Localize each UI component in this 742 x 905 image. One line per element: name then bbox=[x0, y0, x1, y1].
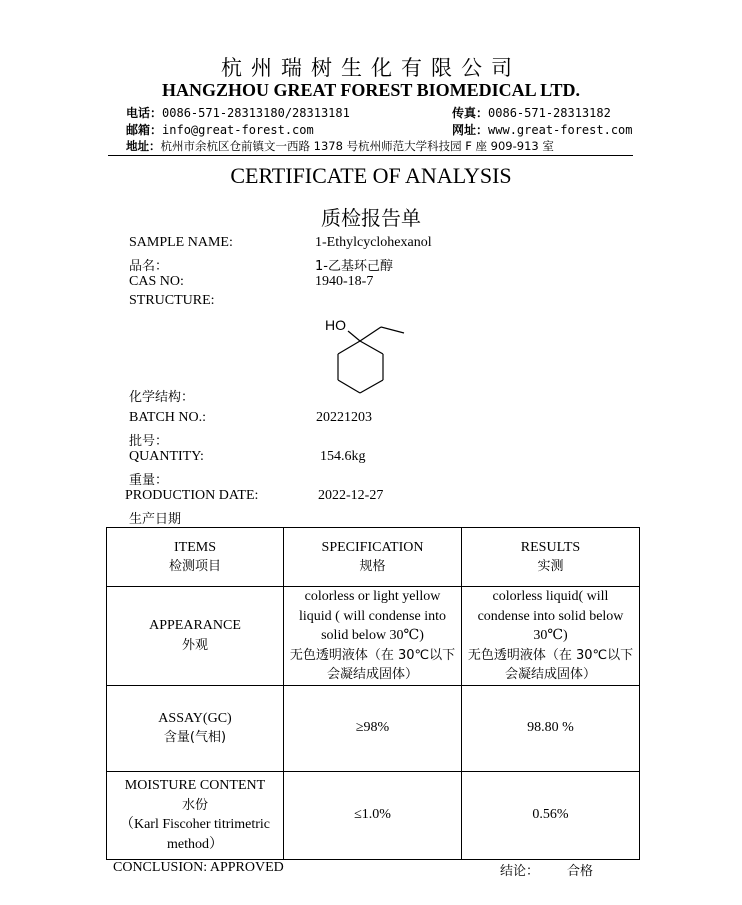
header-divider bbox=[108, 155, 633, 156]
batch-value: 20221203 bbox=[316, 410, 372, 425]
assay-spec-cell: ≥98% bbox=[284, 685, 462, 771]
header-items-en: ITEMS bbox=[174, 539, 216, 555]
product-name-cn-value: 1-乙基环己醇 bbox=[315, 259, 393, 274]
substituent-bonds bbox=[348, 327, 404, 341]
header-results-cn: 实测 bbox=[537, 559, 564, 574]
moisture-item-en: MOISTURE CONTENT bbox=[124, 778, 266, 793]
appearance-result-cell bbox=[462, 587, 640, 686]
company-name-en: HANGZHOU GREAT FOREST BIOMEDICAL LTD. bbox=[162, 80, 580, 100]
assay-result-cell: 98.80 % bbox=[462, 685, 640, 771]
fax-line bbox=[452, 104, 611, 121]
appearance-spec-en: colorless or light yellow liquid ( will condense into solid below 30℃) bbox=[299, 589, 446, 643]
appearance-item-cn: 外观 bbox=[181, 637, 208, 653]
moisture-item-cn: 水份 bbox=[181, 797, 208, 813]
production-date-label: PRODUCTION DATE: bbox=[125, 488, 259, 503]
header-spec-en: SPECIFICATION bbox=[321, 539, 424, 555]
structure-label: STRUCTURE: bbox=[129, 293, 215, 308]
table-row bbox=[107, 685, 640, 771]
assay-item-cn: 含量(气相) bbox=[163, 730, 227, 745]
table-row bbox=[107, 771, 640, 859]
company-name-cn: 杭州瑞树生化有限公司 bbox=[221, 56, 521, 80]
certificate-title: CERTIFICATE OF ANALYSIS bbox=[230, 163, 512, 188]
header-items-cell bbox=[107, 528, 284, 587]
conclusion-en: CONCLUSION: APPROVED bbox=[113, 860, 284, 875]
telephone-label: 电话： bbox=[126, 106, 163, 120]
table-header-row bbox=[107, 528, 640, 587]
address-line bbox=[126, 138, 554, 154]
fax-value: 0086-571-28313182 bbox=[488, 106, 611, 120]
header-spec-cell bbox=[284, 528, 462, 587]
header-results-en: RESULTS bbox=[520, 539, 581, 555]
cas-label: CAS NO: bbox=[129, 274, 184, 289]
telephone-line bbox=[126, 104, 350, 121]
certificate-title-cn: 质检报告单 bbox=[321, 206, 421, 230]
batch-cn-label: 批号： bbox=[129, 434, 169, 449]
appearance-spec-cn: 无色透明液体（在 30℃以下会凝结成固体） bbox=[289, 647, 456, 682]
appearance-item-cell bbox=[107, 587, 284, 686]
website-line bbox=[452, 121, 633, 138]
fax-label: 传真： bbox=[452, 106, 489, 120]
appearance-result-en: colorless liquid( will condense into solid below 30℃) bbox=[477, 589, 624, 643]
header-results-cell bbox=[462, 528, 640, 587]
moisture-item-cell bbox=[107, 771, 284, 859]
telephone-value: 0086-571-28313180/28313181 bbox=[162, 106, 350, 120]
product-name-cn-label: 品名： bbox=[129, 259, 169, 274]
quantity-label: QUANTITY: bbox=[129, 449, 204, 464]
conclusion-cn-label: 结论： bbox=[500, 864, 540, 879]
website-value: www.great-forest.com bbox=[488, 123, 633, 137]
email-value: info@great-forest.com bbox=[162, 123, 314, 137]
hydroxyl-group-label: HO bbox=[325, 317, 346, 333]
email-label: 邮箱： bbox=[126, 123, 163, 137]
moisture-spec-cell: ≤1.0% bbox=[284, 771, 462, 859]
appearance-result-cn: 无色透明液体（在 30℃以下会凝结成固体） bbox=[467, 647, 634, 682]
moisture-method: （Karl Fiscoher titrimetric method） bbox=[119, 817, 271, 852]
email-line bbox=[126, 121, 314, 138]
appearance-item-en: APPEARANCE bbox=[149, 618, 241, 634]
analysis-table bbox=[106, 527, 640, 860]
assay-item-cell bbox=[107, 685, 284, 771]
appearance-spec-cell bbox=[284, 587, 462, 686]
website-label: 网址： bbox=[452, 123, 489, 137]
cyclohexane-ring bbox=[338, 341, 383, 393]
chemical-structure bbox=[318, 315, 418, 397]
header-items-cn: 检测项目 bbox=[168, 559, 221, 574]
production-date-value: 2022-12-27 bbox=[318, 488, 384, 503]
quantity-cn-label: 重量： bbox=[129, 473, 169, 488]
table-row bbox=[107, 587, 640, 686]
address-value: 杭州市余杭区仓前镇文一西路 1378 号杭州师范大学科技园 F 座 909-913 室 bbox=[160, 139, 554, 153]
sample-name-label: SAMPLE NAME: bbox=[129, 235, 233, 250]
conclusion-cn-value: 合格 bbox=[567, 864, 594, 879]
header-spec-cn: 规格 bbox=[359, 559, 386, 574]
assay-item-en: ASSAY(GC) bbox=[158, 710, 232, 726]
address-label: 地址： bbox=[126, 139, 161, 153]
moisture-result-cell: 0.56% bbox=[462, 771, 640, 859]
sample-name-value: 1-Ethylcyclohexanol bbox=[315, 235, 432, 250]
cas-value: 1940-18-7 bbox=[315, 274, 374, 289]
quantity-value: 154.6kg bbox=[320, 449, 366, 464]
production-date-cn-label: 生产日期 bbox=[129, 512, 182, 527]
structure-cn-label: 化学结构： bbox=[129, 390, 195, 405]
batch-label: BATCH NO.: bbox=[129, 410, 207, 425]
